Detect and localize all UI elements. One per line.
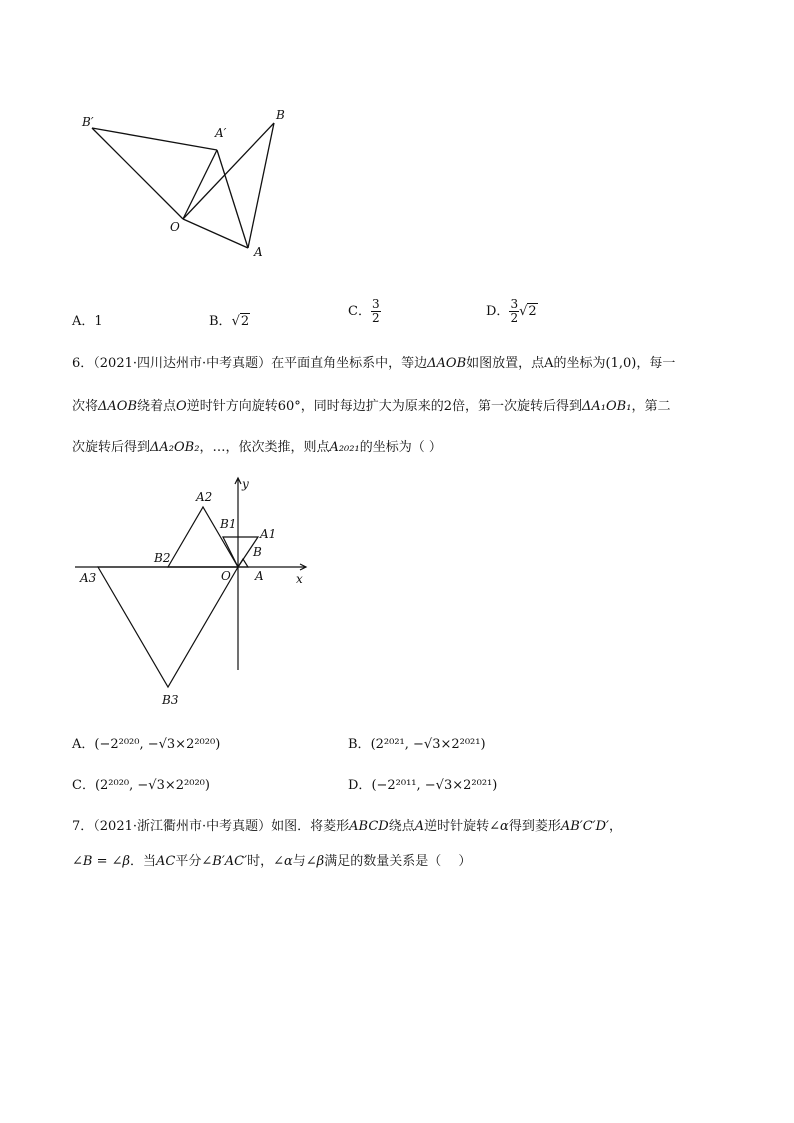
label-a1: A1 [260, 527, 277, 541]
fraction: $\frac{3}{2}$ [371, 297, 380, 325]
q5-option-b[interactable]: B．√2 [209, 314, 250, 329]
label-b1: B1 [220, 517, 237, 531]
q6-line-1: 6．（2021·四川达州市·中考真题）在平面直角坐标系中，等边ΔAOB如图放置，点A的坐标为(1,0)，每一 [72, 356, 676, 371]
q6-option-d[interactable]: D．(−2²⁰¹¹, −√3×2²⁰²¹) [348, 778, 498, 793]
figure-rotation-triangles [70, 100, 300, 270]
q5-option-d[interactable]: D． $\frac{3}{2}$ √2 [486, 297, 537, 325]
label-a3: A3 [80, 571, 97, 585]
label-y: y [242, 477, 249, 491]
label-b: B [253, 545, 262, 559]
q6-option-c[interactable]: C．(2²⁰²⁰, −√3×2²⁰²⁰) [72, 778, 210, 793]
label-b3: B3 [162, 693, 179, 707]
figure-coordinate-rotation [70, 475, 320, 715]
label-o: O [170, 220, 180, 234]
label-x: x [296, 572, 303, 586]
label-a2: A2 [196, 490, 213, 504]
q5-option-c[interactable]: C． $\frac{3}{2}$ [348, 297, 380, 325]
q7-line-2: ∠B = ∠β．当AC平分∠B′AC′时，∠α与∠β满足的数量关系是（ ） [72, 854, 472, 869]
label-a: A [254, 245, 263, 259]
q7-line-1: 7．（2021·浙江衢州市·中考真题）如图．将菱形ABCD绕点A逆时针旋转∠α得到菱形AB′C′D′， [72, 819, 623, 834]
label-b2: B2 [154, 551, 171, 565]
q6-option-b[interactable]: B．(2²⁰²¹, −√3×2²⁰²¹) [348, 737, 486, 752]
label-a-prime: A′ [215, 126, 227, 140]
fraction: $\frac{3}{2}$ [510, 297, 519, 325]
q6-line-2: 次将ΔAOB绕着点O逆时针方向旋转60°，同时每边扩大为原来的2倍，第一次旋转后得到ΔA₁OB₁，第二 [72, 399, 671, 414]
label-a: A [255, 569, 264, 583]
label-o: O [221, 569, 231, 583]
q6-option-a[interactable]: A．(−2²⁰²⁰, −√3×2²⁰²⁰) [72, 737, 221, 752]
q6-line-3: 次旋转后得到ΔA₂OB₂，…，依次类推，则点A₂₀₂₁的坐标为（ ） [72, 440, 442, 455]
label-b: B [276, 108, 285, 122]
q5-option-a[interactable]: A．1 [72, 314, 103, 329]
label-b-prime: B′ [82, 115, 94, 129]
